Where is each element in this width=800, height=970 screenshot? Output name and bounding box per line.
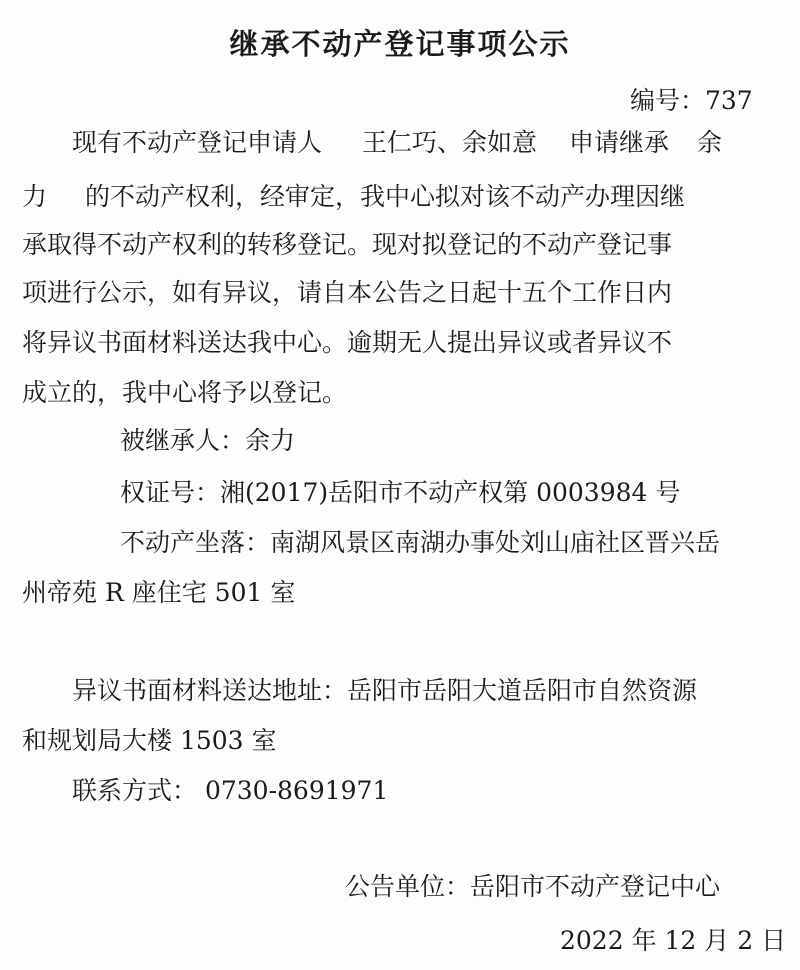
body-text: 的不动产权利，经审定，我中心拟对该不动产办理因继 — [85, 182, 686, 211]
body-line-2 — [22, 182, 685, 212]
body-line-4: 项进行公示，如有异议，请自本公告之日起十五个工作日内 — [22, 278, 673, 307]
contact-field: 联系方式： 0730-8691971 — [72, 776, 389, 805]
body-line-6: 成立的，我中心将予以登记。 — [22, 378, 348, 407]
location-field-cont: 州帝苑 R 座住宅 501 室 — [22, 578, 296, 607]
page-title: 继承不动产登记事项公示 — [229, 27, 571, 61]
applicant-names: 王仁巧、余如意 — [362, 128, 538, 157]
certificate-field: 权证号：湘(2017)岳阳市不动产权第 0003984 号 — [120, 478, 681, 507]
location-field: 不动产坐落：南湖风景区南湖办事处刘山庙社区晋兴岳 — [120, 528, 721, 557]
heir-field: 被继承人：余力 — [120, 426, 296, 455]
body-line-3: 承取得不动产权利的转移登记。现对拟登记的不动产登记事 — [22, 230, 673, 259]
body-text: 现有不动产登记申请人 — [72, 128, 323, 157]
decedent-name-part: 余 — [697, 128, 723, 157]
body-line-1 — [72, 128, 722, 158]
body-line-5: 将异议书面材料送达我中心。逾期无人提出异议或者异议不 — [22, 328, 673, 357]
serial-number: 编号：737 — [630, 86, 753, 115]
body-text: 申请继承 — [569, 128, 670, 157]
decedent-name-part: 力 — [22, 182, 48, 211]
issue-date: 2022 年 12 月 2 日 — [560, 926, 787, 955]
issuer: 公告单位：岳阳市不动产登记中心 — [345, 872, 721, 901]
objection-address-cont: 和规划局大楼 1503 室 — [22, 726, 277, 755]
objection-address: 异议书面材料送达地址：岳阳市岳阳大道岳阳市自然资源 — [72, 676, 698, 705]
